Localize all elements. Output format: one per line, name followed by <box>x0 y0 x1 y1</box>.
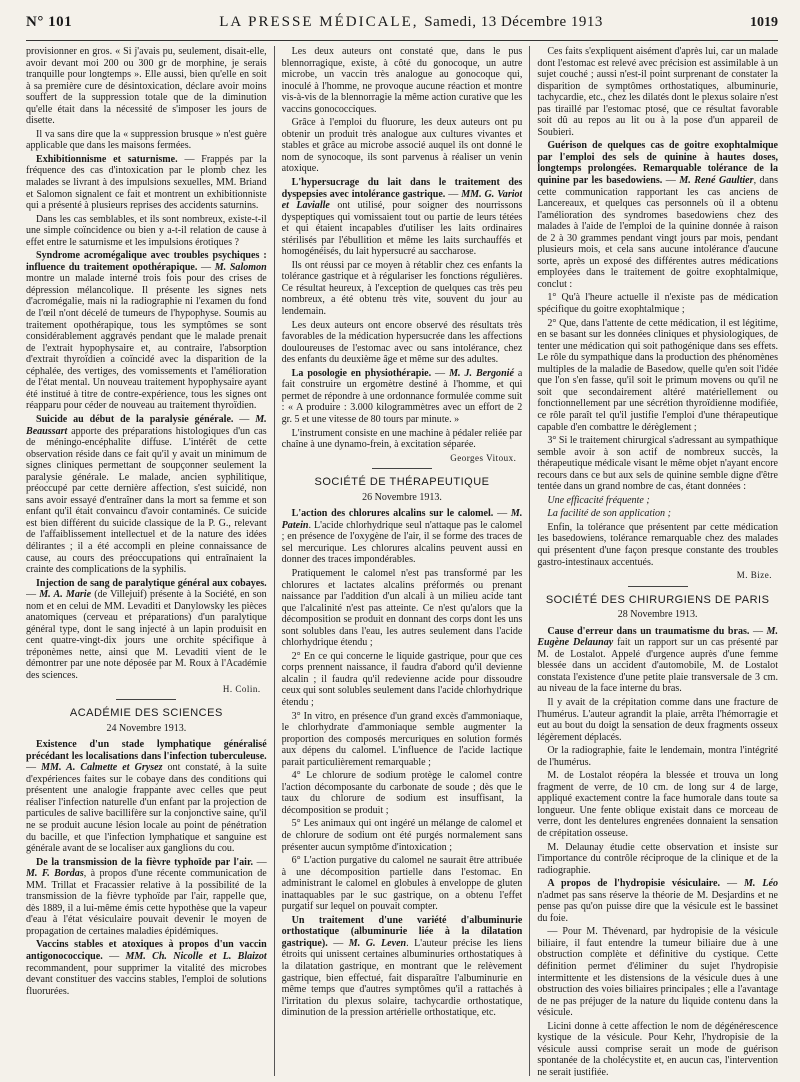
list-item: 2° Que, dans l'attente de cette médication, il est légitime, en se basant sur les données cliniques et physiologiques, de tenter une médication qui soit pathogénique dans ses effets. Le rôle du sympathique dans la production des phénomènes multiples de la maladie de Basedow, quelle qu'en soit l'idée que l'on s'en fasse, qu'il soit le primum movens ou qu'il ne soit que secondairement altéré matériellement ou fonctionnellement par une sécrétion thyroïdienne modifiée, ce rôle paraît tel qu'il justifie l'emploi d'une thérapeutique capable d'en combattre le dérèglement ; <box>537 317 778 433</box>
section-divider <box>116 699 176 700</box>
column-rule <box>529 46 530 1076</box>
article-title: Injection de sang de paralytique général aux cobayes. <box>36 577 267 589</box>
article-text: ont utilisé, pour soigner des nourrissons dyspeptiques qui vomissaient tout ou partie de leurs tétées et qui étaient incapables d'utiliser les laits ordinaires stérilisés par l'ébullition et même les laits surchauffés et homogénéisés, du lait hypersucré au saccharose. <box>281 200 523 258</box>
paragraph: provisionner en gros. « Si j'avais pu, seulement, disait-elle, avoir devant moi 200 ou 300 gr de morphine, je serais tranquille pour longtemps ». Elle aussi, bien qu'elle en soit à sa première cure de désintoxication, déclare avoir moins souffert de la suppression totale que de la diminution qu'elle était dans la nécessité de s'imposer les jours de disette. <box>26 46 267 127</box>
list-item: Enfin, la tolérance que présentent par cette médication les basedowiens, tolérance remarquable chez des malades qui présentent d'une façon presque constante des troubles gastro-intestinaux accentués. <box>537 521 778 568</box>
section-heading: ACADÉMIE DES SCIENCES <box>69 707 223 720</box>
article-title: Cause d'erreur dans un traumatisme du bras. <box>547 625 750 637</box>
article-hydropisie: A propos de l'hydropisie vésiculaire. — M. Léo n'admet pas sans réserve la théorie de M. Desjardins et ne pense pas qu'on puisse dire que la vésicule est le bassinet du foie. <box>537 878 778 924</box>
article-text: . L'auteur précise les liens étroits qui unissent certaines albuminuries orthostatiques à la dilatation gastrique, en montrant que le relèvement gastrique, bien effectué, fait disparaître l'albuminurie en même temps que d'autres symptômes qu'il a rattachés à l'irritation du plexus solaire, tachycardie orthostatique, diminution de la pression artérielle orthostatique, etc. <box>281 937 523 1019</box>
article-vaccins-stables: Vaccins stables et atoxiques à propos d'un vaccin antigonococcique. — MM. Ch. Nicolle et L. Blaizot recommandent, pour supprimer la vitalité des microbes devant constituer des vaccins stables, l'emploi de solutions fluorurées. <box>26 939 267 997</box>
article-author: M. F. Bordas <box>26 868 84 880</box>
article-title: Vaccins stables et atoxiques à propos d'un vaccin antigonococcique. <box>26 939 267 963</box>
article-albuminurie: Un traitement d'une variété d'albuminurie orthostatique (albuminurie liée à la dilatation gastrique). — M. G. Leven. L'auteur précise les liens étroits qui unissent certaines albuminuries orthostatiques à la dilatation gastrique, en montrant que le relèvement gastrique, bien effectué, fait disparaître l'albuminurie en même temps que d'autres symptômes qu'il a rattachés à l'irritation du plexus solaire, tachycardie orthostatique, diminution de la pression artérielle orthostatique, etc. <box>281 914 523 1019</box>
section-date: 28 Novembre 1913. <box>617 609 698 621</box>
article-text: n'admet pas sans réserve la théorie de M. Desjardins et ne pense pas qu'on puisse dire que la vésicule est le bassinet du foie. <box>537 889 778 924</box>
paragraph: Dans les cas semblables, et ils sont nombreux, existe-t-il une simple coïncidence ou bien y a-t-il relation de cause à effet entre le saturnisme et les impulsions érotiques ? <box>26 213 267 248</box>
journal-name: LA PRESSE MÉDICALE, <box>219 14 419 30</box>
article-posologie: La posologie en physiothérapie. — M. J. Bergonié a fait construire un ergomètre destiné à l'homme, et qui permet de répondre à une ordonnance formulée comme suit : « A produire : 3.000 kilogrammètres avec un effort de 2 gr. 5 et une vitesse de 80 tours par minute. » <box>281 367 523 425</box>
paragraph: Pratiquement le calomel n'est pas transformé par les chlorures et lactates alcalins préformés ou prenant naissance par l'addition d'un alcali à un milieu acide tant que l'alcalinité n'est pas atteinte. Ce n'est qu'alors que la décomposition se produit en donnant des corps dont les uns sont solubles dans l'eau, les autres seulement dans l'acide chlorhydrique étendu ; <box>281 567 523 649</box>
list-item: 5° Les animaux qui ont ingéré un mélange de calomel et de chlorure de sodium ont été purgés normalement sans présenter aucun symptôme d'intoxication ; <box>281 818 523 853</box>
article-text: , à propos d'une récente communication de MM. Trillat et Fracassier relative à la possibilité de la transmission de la fièvre typhoïde par l'air, rappelle que, dès 1889, il a lui-même émis cette hypothèse que la vapeur d'eau à l'état vésiculaire pouvait devenir le moyen de propagation de certaines maladies épidémiques. <box>26 868 267 937</box>
signature: H. Colin. <box>222 683 261 694</box>
masthead <box>26 14 778 36</box>
article-goitre: Guérison de quelques cas de goitre exophtalmique par l'emploi des sels de quinine à hautes doses, longtemps prolongées. Remarquable tolérance de la quinine par les basedowiens. — M. René Gaultier, dans cette communication rapportant les cas anciens de Lancereaux, et quelques cas personnels où il a obtenu l'amélioration des syndromes basedowiens chez des malades à l'aide de l'emploi de la quinine donnée à raison de 2 à 30 grammes pendant vingt jours par mois, pendant plusieurs mois, et cela sans aucune intolérance d'aucune sorte, après un exposé des différentes autres médications employées dans le traitement de goitre exophtalmique, conclut : <box>537 140 778 290</box>
list-item: 2° En ce qui concerne le liquide gastrique, pour que ces corps prennent naissance, il faudra d'abord qu'il devienne alcalin ; il faudra qu'il redevienne acide pour dissoudre ceux qui sont solubles seulement dans l'acide chlorhydrique étendu ; <box>281 650 523 708</box>
list-item: 4° Le chlorure de sodium protège le calomel contre l'action décomposante du carbonate de soude ; dès que le taux du chlorure de sodium est insuffisant, la décomposition se produit ; <box>281 770 523 816</box>
article-author: M. Salomon <box>214 261 267 273</box>
article-title: Existence d'un stade lymphatique généralisé précédant les localisations dans l'infection tuberculeuse. <box>26 739 267 762</box>
article-author: MM. Ch. Nicolle et L. Blaizot <box>125 951 267 963</box>
section-heading: SOCIÉTÉ DE THÉRAPEUTIQUE <box>314 476 490 489</box>
paragraph: Grâce à l'emploi du fluorure, les deux auteurs ont pu obtenir un produit très analogue aux cultures vivantes et stables et grâce au microbe associé auquel ils ont donné le nom de synocoque, ils sont parvenus à réaliser un venin atoxique. <box>281 117 523 175</box>
article-author: M. Beaussart <box>26 413 267 437</box>
column-rule <box>274 46 275 1076</box>
list-item: 3° In vitro, en présence d'un grand excès d'ammoniaque, le chlorhydrate d'ammoniaque semble augmenter la proportion des composés mercuriques en solution formés aux dépens du calomel. L'influence de l'acide lactique parait particulièrement remarquable ; <box>281 710 523 768</box>
paragraph: Il y avait de la crépitation comme dans une fracture de l'humérus. L'auteur agrandit la plaie, arrêta l'hémorragie et eut au bout du doigt la sensation de deux fragments osseux légèrement déplacés. <box>537 696 778 743</box>
list-item: 3° Si le traitement chirurgical s'adressant au sympathique semble avoir à son actif de nombreux succès, la thérapeutique médicale visant le même objet n'ayant encore recours dans ce but aux sels de quinine semble digne d'être tentée dans un grand nombre de cas, étant données : <box>537 435 778 493</box>
article-text: , dans cette communication rapportant les cas anciens de Lancereaux, et quelques cas personnels où il a obtenu l'amélioration des syndromes basedowiens chez des malades à l'aide de l'emploi de la quinine donnée à raison de 2 à 30 grammes pendant vingt jours par mois, pendant plusieurs mois, et cela sans aucune intolérance d'aucune sorte, après un exposé des différentes autres médications employées dans le traitement de goitre exophtalmique, conclut : <box>537 175 778 290</box>
article-hypersucrage: L'hypersucrage du lait dans le traitement des dyspepsies avec intolérance gastrique. — MM. G. Variot et Lavialle ont utilisé, pour soigner des nourrissons dyspeptiques qui vomissaient tout ou partie de leurs tétées et qui étaient incapables d'utiliser les laits ordinaires stérilisés par l'ébullition et même les laits surchauffés et homogénéisés, du lait hypersucré au saccharose. <box>281 177 523 258</box>
article-text: (de Villejuif) présente à la Société, en son nom et en celui de MM. Levaditi et Danylowsky les pièces anatomiques (cerveau et préparations) d'un paralytique général type, dont le sang injecté à un lapin produisit en cent quatre-vingt-dix jours une orchite spécifique à tréponèmes nette, ainsi que M. Levaditi vient de le démontrer par une note déposée par M. Roux à l'Académie des sciences. <box>26 589 267 681</box>
article-author: M. A. Marie <box>39 589 92 601</box>
article-title: Exhibitionnisme et saturnisme. <box>36 153 178 165</box>
article-author: MM. A. Calmette et Grysez <box>41 762 163 774</box>
article-title: De la transmission de la fièvre typhoïde par l'air. <box>36 856 254 868</box>
article-text: recommandent, pour supprimer la vitalité des microbes devant constituer des vaccins stables, l'emploi de solutions fluorurées. <box>26 962 267 997</box>
article-syndrome-acromegalique: Syndrome acromégalique avec troubles psychiques : influence du traitement opothérapique. — M. Salomon montre un malade interné trois fois pour des crises de dépression mélancolique. Il présente les signes nets d'acromégalie, mais ni la radiographie ni l'examen du fond de l'œil n'ont décelé de tumeurs de l'hypophyse. Soumis au traitement opothérapique, tous les symptômes se sont considérablement aggravés pendant que le malade prenait de l'extrait hypophysaire et, au contraire, l'absorption d'extrait thyroïdien a coïncidé avec la disparition de la céphalée, des vertiges, des vomissements et l'amélioration de l'état mental. Un nouveau traitement hypophysaire ayant été institué à titre de contre-expérience, tous les signes ont réapparu pour céder de nouveau au traitement thyroïdien. <box>26 250 267 412</box>
article-traumatisme-bras: Cause d'erreur dans un traumatisme du bras. — M. Eugène Delaunay fait un rapport sur un cas présenté par M. de Lostalot. Appelé d'urgence auprès d'une femme blessée dans un accident d'automobile, M. de Lostalot constata l'existence d'une petite plaie transversale de 3 cm. au niveau de la face interne du bras. <box>537 625 778 695</box>
article-author: M. G. Leven <box>348 937 407 949</box>
header-rule <box>26 40 778 41</box>
article-fievre-typhoide: De la transmission de la fièvre typhoïde par l'air. — M. F. Bordas, à propos d'une récente communication de MM. Trillat et Fracassier relative à la possibilité de la transmission de la fièvre typhoïde par l'air, rappelle que, dès 1889, il a lui-même émis cette hypothèse que la vapeur d'eau à l'état vésiculaire pouvait devenir le moyen de propagation de certaines maladies épidémiques. <box>26 856 267 937</box>
paragraph: Or la radiographie, faite le lendemain, montra l'intégrité de l'humérus. <box>537 745 778 768</box>
article-stade-lymphatique: Existence d'un stade lymphatique généralisé précédant les localisations dans l'infection tuberculeuse. — MM. A. Calmette et Grysez ont constaté, à la suite d'expériences faites sur le cobaye dans des conditions qui présentent une analogie frappante avec celles que peut réaliser l'infection naturelle d'un enfant par la projection de particules de salive bacillifère sur la conjonctive saine, qu'il ne se produit aucune lésion locale au point de pénétration du bacille, et que l'infection lymphatique et sanguine est générale avant de se localiser aux ganglions du cou. <box>26 739 267 855</box>
paragraph: Licini donne à cette affection le nom de dégénérescence kystique de la vésicule. Pour Kehr, l'hydropisie de la vésicule aussi comprise serait un mode de guérison spontanée de la cholécystite et, en aucun cas, l'intervention ne serait justifiée. <box>537 1020 778 1076</box>
section-divider <box>628 586 688 587</box>
paragraph: M. de Lostalot réopéra la blessée et trouva un long fragment de verre, de 10 cm. de long sur 4 de large, appliqué exactement contre la face humorale dans toute sa longueur. Une fente oblique existait dans ce morceau de verre, dont les dentelures engrenées donnaient la sensation de crépitation osseuse. <box>537 770 778 839</box>
list-item: 1° Qu'à l'heure actuelle il n'existe pas de médication spécifique du goitre exophtalmique ; <box>537 292 778 316</box>
list-item: 6° L'action purgative du calomel ne saurait être attribuée à une décomposition partielle dans l'estomac. En administrant le calomel en globules à enveloppe de gluten inattaquables par le suc gastrique, on a obtenu l'effet purgatif sur lequel on pouvait compter. <box>281 855 523 913</box>
column-1 <box>26 46 267 1076</box>
issue-date: Samedi, 13 Décembre 1913 <box>424 14 603 30</box>
paragraph: Il va sans dire que la « suppression brusque » n'est guère applicable que dans les maisons fermées. <box>26 128 267 152</box>
article-author: M. René Gaultier <box>679 175 754 187</box>
paragraph: Ces faits s'expliquent aisément d'après lui, car un malade dont l'estomac est relevé avec précision est assimilable à un sujet couché ; aussi n'est-il point surprenant de constater la disparition de symptômes orthostatiques, albuminurie, tachycardie, etc., chez les dilatés dont le plexus solaire n'est pas tiraillé par l'estomac ptosé, que ce résultat favorable soit dû au repos au lit ou à la pose d'un appareil de Soubieri. <box>537 46 778 138</box>
paragraph: Les deux auteurs ont encore observé des résultats très favorables de la médication hypersucrée dans les affections douloureuses de l'estomac avec ou sans intolérance, chez des enfants du deuxième âge et même sur des adultes. <box>281 319 523 366</box>
column-2 <box>282 46 523 1076</box>
section-heading: SOCIÉTÉ DES CHIRURGIENS DE PARIS <box>545 593 770 606</box>
article-chlorures-calomel: L'action des chlorures alcalins sur le calomel. — M. Patein. L'acide chlorhydrique seul n'attaque pas le calomel ; en présence de l'oxygène de l'air, il se forme des traces de sel mercurique. Les chlorures alcalins peuvent aussi en donner des traces impondérables. <box>281 508 523 566</box>
article-text: apporte des préparations histologiques d'un cas de méningo-encéphalite diffuse. L'intérêt de cette observation réside dans ce fait qu'il y avait un minimum de signes cliniques permettant de soupçonner seulement la paralysie générale. Le malade, ancien syphilitique, préoccupé par cette dernière affection, s'est suicidé, non sans avoir essayé d'entraîner dans la mort sa femme et son enfant qu'il était convaincu d'avoir contaminés. Ce suicide est bien différent du suicide classique de la P. G., relevant de l'affaiblissement intellectuel et de la nature des idées délirantes ; il a été accompli en pleine connaissance de cause, au cours des préoccupations qui entraînaient la crainte des complications de la syphilis. <box>26 425 267 576</box>
paragraph: — Pour M. Thévenard, par hydropisie de la vésicule biliaire, il faut entendre la tumeur biliaire due à une obstruction complète et définitive du cystique. Cette définition permet d'éliminer du sujet l'hydropisie intermittente et les distensions de la vésicule dues à une obstruction des voies biliaires principales ; elle a l'avantage de ne pas préjuger de la nature du liquide contenu dans la vésicule. <box>537 926 778 1019</box>
article-title: L'hypersucrage du lait dans le traitement des dyspepsies avec intolérance gastrique. <box>281 177 523 200</box>
article-exhibitionnisme <box>26 154 267 212</box>
article-author: M. Eugène Delaunay <box>537 625 778 649</box>
page-number: 1019 <box>749 15 778 30</box>
article-suicide: Suicide au début de la paralysie générale. — M. Beaussart apporte des préparations histologiques d'un cas de méningo-encéphalite diffuse. L'intérêt de cette observation réside dans ce fait qu'il y avait un minimum de signes cliniques permettant de soupçonner seulement la paralysie générale. Le malade, ancien syphilitique, préoccupé par cette dernière affection, s'est suicidé, non sans avoir essayé d'entraîner dans la mort sa femme et son enfant qu'il était convaincu d'avoir contaminés. Ce suicide est bien différent du suicide classique de la P. G., relevant de l'affaiblissement intellectuel et de la nature des idées délirantes ; il a été accompli en pleine connaissance de cause, au cours des préoccupations qui entraînaient la crainte des complications de la syphilis. <box>26 413 267 576</box>
column-3 <box>537 46 778 1076</box>
section-date: 26 Novembre 1913. <box>362 491 442 503</box>
issue-number: N° 101 <box>26 14 73 30</box>
article-text: — Frappés par la fréquence des cas d'intoxication par le plomb chez les malades se livrant à des impulsions sexuelles, MM. Briand et Salomon signalent ce fait et montrent un exhibitionniste qui a présenté à plusieurs reprises des accidents saturnins. <box>26 153 267 212</box>
article-text: fait un rapport sur un cas présenté par M. de Lostalot. Appelé d'urgence auprès d'une femme blessée dans un accident d'automobile, M. de Lostalot constata l'existence d'une petite plaie transversale de 3 cm. au niveau de la face interne du bras. <box>537 637 778 695</box>
article-title: Syndrome acromégalique avec troubles psychiques : influence du traitement opothérapique. <box>26 250 267 273</box>
section-divider <box>372 468 432 469</box>
list-item: La facilité de son application ; <box>547 508 671 520</box>
signature: M. Bize. <box>736 570 772 581</box>
article-text: . L'acide chlorhydrique seul n'attaque pas le calomel ; en présence de l'oxygène de l'air, il se forme des traces de sel mercurique. Les chlorures alcalins peuvent aussi en donner des traces impondérables. <box>281 519 523 566</box>
article-title: L'action des chlorures alcalins sur le calomel. <box>291 508 494 520</box>
article-author: M. Patein <box>281 508 523 531</box>
article-text: ont constaté, à la suite d'expériences faites sur le cobaye dans des conditions qui présentent une analogie frappante avec celles que peut réaliser l'infection naturelle d'un enfant par la projection de particules de salive bacillifère sur la conjonctive saine, qu'il ne se produit aucune lésion locale au point de pénétration du bacille, et que l'infection lymphatique et sanguine est générale avant de se localiser aux ganglions du cou. <box>26 762 267 855</box>
list-item: Une efficacité fréquente ; <box>547 494 650 506</box>
article-title: A propos de l'hydropisie vésiculaire. <box>547 878 721 890</box>
article-title: Un traitement d'une variété d'albuminurie orthostatique (albuminurie liée à la dilatation gastrique). <box>281 914 523 949</box>
signature: Georges Vitoux. <box>450 452 517 463</box>
article-author: M. Léo <box>743 878 778 890</box>
article-text: a fait construire un ergomètre destiné à l'homme, et qui permet de répondre à une ordonnance formulée comme suit : « A produire : 3.000 kilogrammètres avec un effort de 2 gr. 5 et une vitesse de 80 tours par minute. » <box>281 367 523 425</box>
columns <box>26 46 778 1076</box>
section-date: 24 Novembre 1913. <box>106 722 187 734</box>
article-author: M. J. Bergonié <box>449 367 514 379</box>
article-author: MM. G. Variot et Lavialle <box>281 188 523 212</box>
article-title: Guérison de quelques cas de goitre exophtalmique par l'emploi des sels de quinine à hautes doses, longtemps prolongées. Remarquable tolérance de la quinine par les basedowiens. <box>537 140 778 187</box>
journal-title <box>219 14 603 31</box>
article-title: Suicide au début de la paralysie générale. <box>36 413 234 425</box>
paragraph: Ils ont réussi par ce moyen à rétablir chez ces enfants la tolérance gastrique et à régulariser les fonctions régulières. Ce résultat heureux, à l'exception de quelques cas très peu nombreux, a été obtenu très vite, souvent du jour au lendemain. <box>281 259 523 318</box>
paragraph: L'instrument consiste en une machine à pédaler reliée par chaîne à une dynamo-frein, à excitation séparée. <box>281 427 523 451</box>
paragraph: Les deux auteurs ont constaté que, dans le pus blennorragique, existe, à côté du gonocoque, un autre microbe, un vaccin très analogue au gonocoque qui, inoculé à l'homme, ne provoque aucune réaction et montre vis-à-vis de la blennorragie la même action curative que les vaccins gonococciques. <box>281 46 523 115</box>
article-text: montre un malade interné trois fois pour des crises de dépression mélancolique. Il présente les signes nets d'acromégalie, mais ni la radiographie ni l'examen du fond de l'œil n'ont décelé de tumeurs de l'hypophyse. Soumis au traitement opothérapique, tous les symptômes se sont considérablement aggravés pendant que le malade prenait de l'extrait hypophysaire et, au contraire, l'absorption d'extrait thyroïdien a coïncidé avec la disparition de la céphalée, des vertiges, des vomissements et l'amélioration de l'état mental. Un nouveau traitement hypophysaire ayant été institué à titre de contre-expérience, tous les signes ont réapparu pour céder de nouveau au traitement thyroïdien. <box>26 273 267 412</box>
article-injection-sang: Injection de sang de paralytique général aux cobayes. — M. A. Marie (de Villejuif) présente à la Société, en son nom et en celui de MM. Levaditi et Danylowsky les pièces anatomiques (cerveau et préparations) d'un paralytique général type, dont le sang injecté à un lapin produisit en cent quatre-vingt-dix jours une orchite spécifique à tréponèmes nette, ainsi que M. Levaditi vient de le démontrer par une note déposée par M. Roux à l'Académie des sciences. <box>26 577 267 681</box>
paragraph: M. Delaunay étudie cette observation et insiste sur l'importance du contrôle réciproque de la clinique et de la radiographie. <box>537 841 778 876</box>
article-title: La posologie en physiothérapie. <box>291 367 432 379</box>
